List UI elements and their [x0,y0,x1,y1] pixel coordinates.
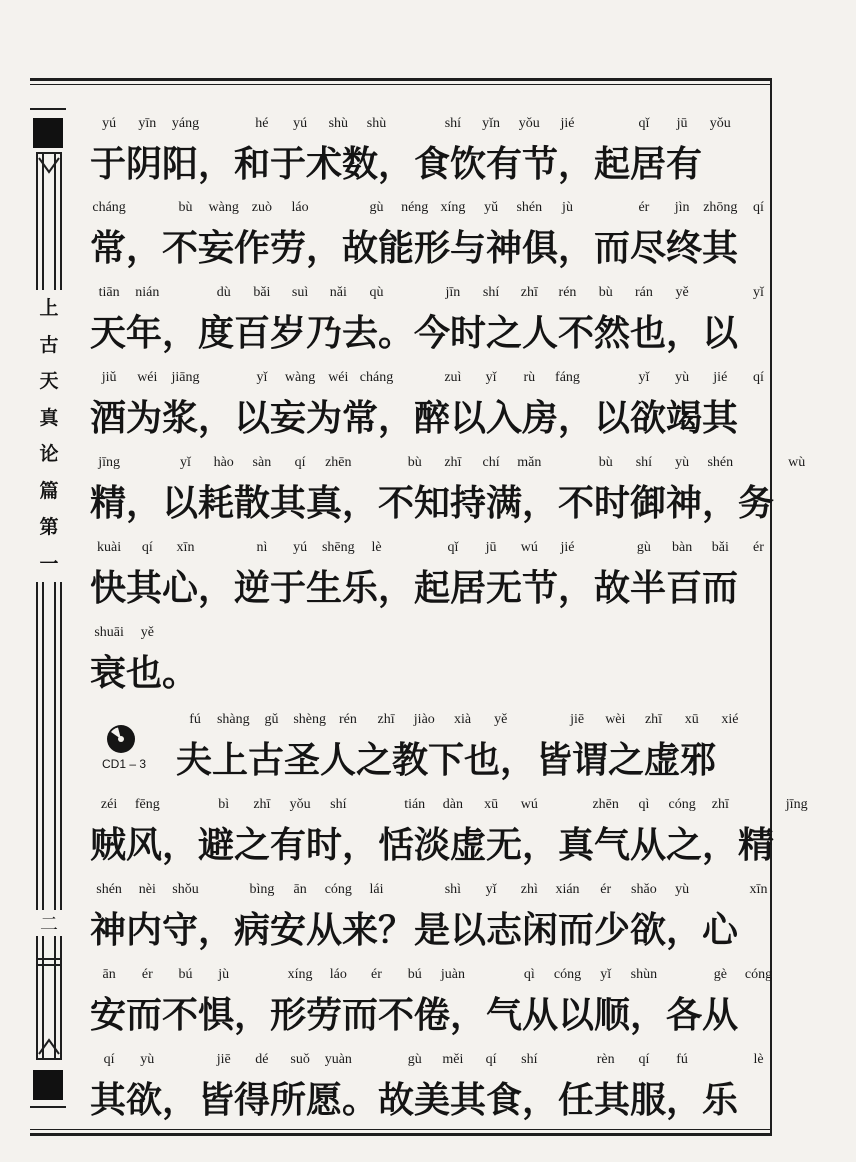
pinyin-syllable: yù [675,882,690,897]
cd-disc-icon [106,724,136,754]
pinyin-syllable: jīng [98,455,120,470]
pinyin-syllable: shuāi [94,625,124,640]
frame-bottom-rule-thin [30,1129,772,1130]
pinyin-syllable: yǐ [180,455,191,470]
pinyin-syllable: ér [371,967,382,982]
pinyin-syllable: láo [329,967,347,982]
pinyin-syllable: dàn [442,797,463,812]
hanzi-line: 其欲，皆得所愿。故美其食，任其服，乐 [90,1080,739,1121]
pinyin-syllable: xíng [287,967,313,982]
pinyin-syllable: shǎo [631,882,657,897]
pinyin-syllable: zhī [520,285,538,300]
pinyin-syllable: yù [675,370,690,385]
pinyin-syllable: hào [213,455,234,470]
pinyin-syllable: cháng [92,200,126,215]
pinyin-syllable: sàn [252,455,272,470]
pinyin-syllable: qí [753,370,764,385]
pinyin-syllable: kuài [97,540,122,555]
pinyin-syllable: zhì [520,882,538,897]
pinyin-syllable: qǐ [638,116,650,131]
hanzi-line: 神内守，病安从来？是以志闲而少欲，心 [90,910,739,951]
pinyin-syllable: hé [255,116,269,131]
chapter-title-char: 篇 [39,479,59,502]
pinyin-syllable: bì [218,797,230,812]
pinyin-syllable: shí [444,116,462,131]
band-top-line [30,108,66,110]
pinyin-syllable: xié [721,712,739,727]
hanzi-line: 酒为浆，以妄为常，醉以入房，以欲竭其 [90,398,739,439]
pinyin-syllable: rán [634,285,653,300]
pinyin-syllable: shù [366,116,387,131]
pinyin-syllable: jiǔ [101,370,117,385]
chapter-title-vertical [36,290,62,582]
pinyin-syllable: cóng [744,967,773,982]
chapter-title-char: 古 [39,333,59,356]
pinyin-syllable: yě [140,625,154,640]
pinyin-syllable: zhī [644,712,663,727]
frame-top-rule [30,78,772,81]
chapter-title-char: 真 [39,406,59,429]
pinyin-syllable: jiē [216,1052,231,1067]
pinyin-syllable: qì [638,797,650,812]
pinyin-syllable: láo [291,200,309,215]
pinyin-syllable: shèng [293,712,327,727]
hanzi-line: 衰也。 [90,653,199,694]
hanzi-line: 常，不妄作劳，故能形与神俱，而尽终其 [90,228,739,269]
pinyin-syllable: nèi [138,882,156,897]
pinyin-syllable: ān [293,882,307,897]
chevron-up-icon [38,1034,60,1056]
pinyin-syllable: jīn [445,285,461,300]
pinyin-syllable: shēng [321,540,355,555]
pinyin-syllable: ér [753,540,764,555]
pinyin-syllable: rù [523,370,536,385]
pinyin-syllable: ér [600,882,612,897]
pinyin-syllable: shén [96,882,122,897]
pinyin-syllable: dù [216,285,231,300]
pinyin-syllable: qí [294,455,306,470]
pinyin-syllable: měi [442,1052,464,1067]
pinyin-syllable: jīng [785,797,808,812]
pinyin-syllable: dé [255,1052,269,1067]
pinyin-syllable: jiē [570,712,585,727]
pinyin-syllable: nì [256,540,268,555]
pinyin-syllable: shí [482,285,500,300]
pinyin-syllable: yǔ [484,200,499,215]
chapter-title-char: 一 [39,552,59,575]
pinyin-syllable: bù [178,200,193,215]
pinyin-syllable: gù [369,200,384,215]
pinyin-syllable: lè [753,1052,764,1067]
pinyin-syllable: zhī [377,712,395,727]
pinyin-syllable: yù [140,1052,155,1067]
pinyin-syllable: jū [485,540,497,555]
chapter-title-char: 第 [39,516,59,538]
pinyin-syllable: zhōng [703,200,738,215]
pinyin-syllable: wéi [137,370,158,385]
pinyin-syllable: bǎi [253,285,271,300]
pinyin-syllable: bǎi [711,540,729,555]
pinyin-syllable: jù [218,967,230,982]
pinyin-syllable: bù [598,455,613,470]
pinyin-syllable: bù [407,455,422,470]
pinyin-syllable: yǐ [485,370,497,385]
pinyin-syllable: yě [494,712,508,727]
pinyin-syllable: shí [635,455,653,470]
hanzi-line: 快其心，逆于生乐，起居无节，故半百而 [90,568,739,609]
band-bottom-block [33,1070,63,1100]
pinyin-syllable: qì [523,967,535,982]
hanzi-line: 安而不惧，形劳而不倦，气从以顺，各从 [90,995,739,1036]
pinyin-syllable: yù [675,455,690,470]
pinyin-syllable: gù [407,1052,422,1067]
pinyin-syllable: suì [291,285,309,300]
pinyin-syllable: chí [482,455,500,470]
pinyin-syllable: wèi [605,712,626,727]
pinyin-syllable: yú [293,116,308,131]
pinyin-syllable: jiāng [171,370,200,385]
pinyin-syllable: nǎi [329,285,347,300]
pinyin-syllable: xīn [176,540,195,555]
pinyin-syllable: lái [369,882,384,897]
pinyin-syllable: yǐ [638,370,650,385]
pinyin-syllable: néng [401,200,429,215]
pinyin-syllable: qí [485,1052,497,1067]
pinyin-syllable: wàng [284,370,316,385]
pinyin-syllable: zhēn [592,797,619,812]
pinyin-syllable: yǐ [256,370,268,385]
pinyin-syllable: shàng [216,712,250,727]
pinyin-syllable: wú [520,797,538,812]
audio-track-label: CD1 – 3 [102,757,147,771]
pinyin-syllable: xián [555,882,580,897]
pinyin-syllable: yáng [171,116,200,131]
pinyin-syllable: shén [516,200,543,215]
pinyin-syllable: yú [293,540,308,555]
pinyin-syllable: cóng [324,882,352,897]
pinyin-syllable: xū [684,712,699,727]
pinyin-syllable: rén [558,285,577,300]
pinyin-syllable: yǒu [518,116,540,131]
pinyin-syllable: shù [328,116,349,131]
hanzi-line: 天年，度百岁乃去。今时之人不然也，以 [90,313,739,354]
pinyin-syllable: gè [713,967,727,982]
pinyin-syllable: fáng [555,370,580,385]
pinyin-syllable: tián [404,797,426,812]
chapter-title-char: 论 [39,443,59,465]
hanzi-line: 精，以耗散其真，不知持满，不时御神，务 [90,483,775,524]
pinyin-syllable: shì [444,882,462,897]
pinyin-syllable: fú [189,712,201,727]
pinyin-syllable: yǐ [600,967,612,982]
pinyin-syllable: yǐ [753,285,764,300]
pinyin-syllable: shǒu [172,882,199,897]
pinyin-syllable: ér [141,967,153,982]
pinyin-syllable: cóng [668,797,696,812]
pinyin-syllable: gù [636,540,651,555]
pinyin-syllable: jiào [413,712,435,727]
pinyin-syllable: yǐ [485,882,497,897]
pinyin-syllable: shén [707,455,734,470]
pinyin-syllable: qǐ [447,540,459,555]
pinyin-syllable: jié [560,116,575,131]
pinyin-syllable: bú [407,967,422,982]
pinyin-syllable: jū [676,116,688,131]
pinyin-syllable: rèn [596,1052,615,1067]
band-top-block [33,118,63,148]
frame-bottom-rule [30,1133,772,1136]
pinyin-syllable: cháng [359,370,394,385]
pinyin-syllable: xū [484,797,499,812]
pinyin-syllable: zuì [444,370,462,385]
chapter-title-char: 上 [39,297,59,319]
hanzi-line: 贼风，避之有时，恬淡虚无，真气从之，精 [90,825,775,866]
pinyin-syllable: tiān [98,285,120,300]
chevron-down-icon [38,156,60,178]
page-number: 二 [36,910,62,936]
band-bottom-line [30,1106,66,1108]
pinyin-syllable: bù [598,285,613,300]
pinyin-syllable: yú [102,116,117,131]
pinyin-syllable: qù [369,285,384,300]
band-separator [38,958,60,960]
pinyin-syllable: mǎn [517,455,542,470]
pinyin-syllable: qí [638,1052,650,1067]
pinyin-syllable: shí [521,1052,538,1067]
pinyin-syllable: lè [371,540,382,555]
hanzi-line: 夫上古圣人之教下也，皆谓之虚邪 [176,740,717,781]
pinyin-syllable: zhēn [325,455,352,470]
pinyin-syllable: zhī [711,797,729,812]
pinyin-syllable: jìn [674,200,690,215]
pinyin-syllable: nián [135,285,160,300]
pinyin-syllable: gǔ [264,712,279,727]
pinyin-syllable: wù [788,455,806,470]
pinyin-syllable: zéi [100,797,118,812]
pinyin-syllable: rén [338,712,357,727]
pinyin-syllable: wàng [208,200,239,215]
pinyin-syllable: jié [560,540,575,555]
pinyin-syllable: yǒu [289,797,311,812]
chapter-title-char: 天 [39,370,59,392]
pinyin-syllable: yǒu [709,116,731,131]
pinyin-syllable: xīn [749,882,768,897]
pinyin-syllable: yīn [138,116,157,131]
pinyin-syllable: yǐn [482,116,501,131]
pinyin-syllable: cóng [553,967,582,982]
pinyin-syllable: xíng [440,200,466,215]
pinyin-syllable: fēng [134,797,160,812]
pinyin-syllable: qí [103,1052,115,1067]
pinyin-syllable: fú [676,1052,688,1067]
pinyin-syllable: yuàn [324,1052,352,1067]
pinyin-syllable: qí [753,200,764,215]
pinyin-syllable: yě [675,285,689,300]
pinyin-syllable: ér [638,200,650,215]
pinyin-syllable: juàn [440,967,465,982]
pinyin-syllable: suǒ [290,1052,310,1067]
pinyin-syllable: shí [330,797,347,812]
band-separator-2 [38,964,60,966]
pinyin-syllable: wú [520,540,538,555]
pinyin-syllable: bàn [671,540,693,555]
pinyin-syllable: bú [178,967,193,982]
pinyin-syllable: jié [713,370,728,385]
pinyin-syllable: zhī [444,455,462,470]
pinyin-syllable: zhī [253,797,271,812]
pinyin-syllable: jù [562,200,573,215]
frame-top-rule-thin [30,84,772,85]
pinyin-syllable: zuò [251,200,272,215]
pinyin-syllable: qí [141,540,153,555]
pinyin-syllable: ān [102,967,116,982]
hanzi-line: 于阴阳，和于术数，食饮有节，起居有 [90,144,703,185]
pinyin-syllable: xià [453,712,472,727]
pinyin-syllable: bìng [249,882,275,897]
pinyin-syllable: shùn [630,967,658,982]
pinyin-syllable: wéi [328,370,349,385]
